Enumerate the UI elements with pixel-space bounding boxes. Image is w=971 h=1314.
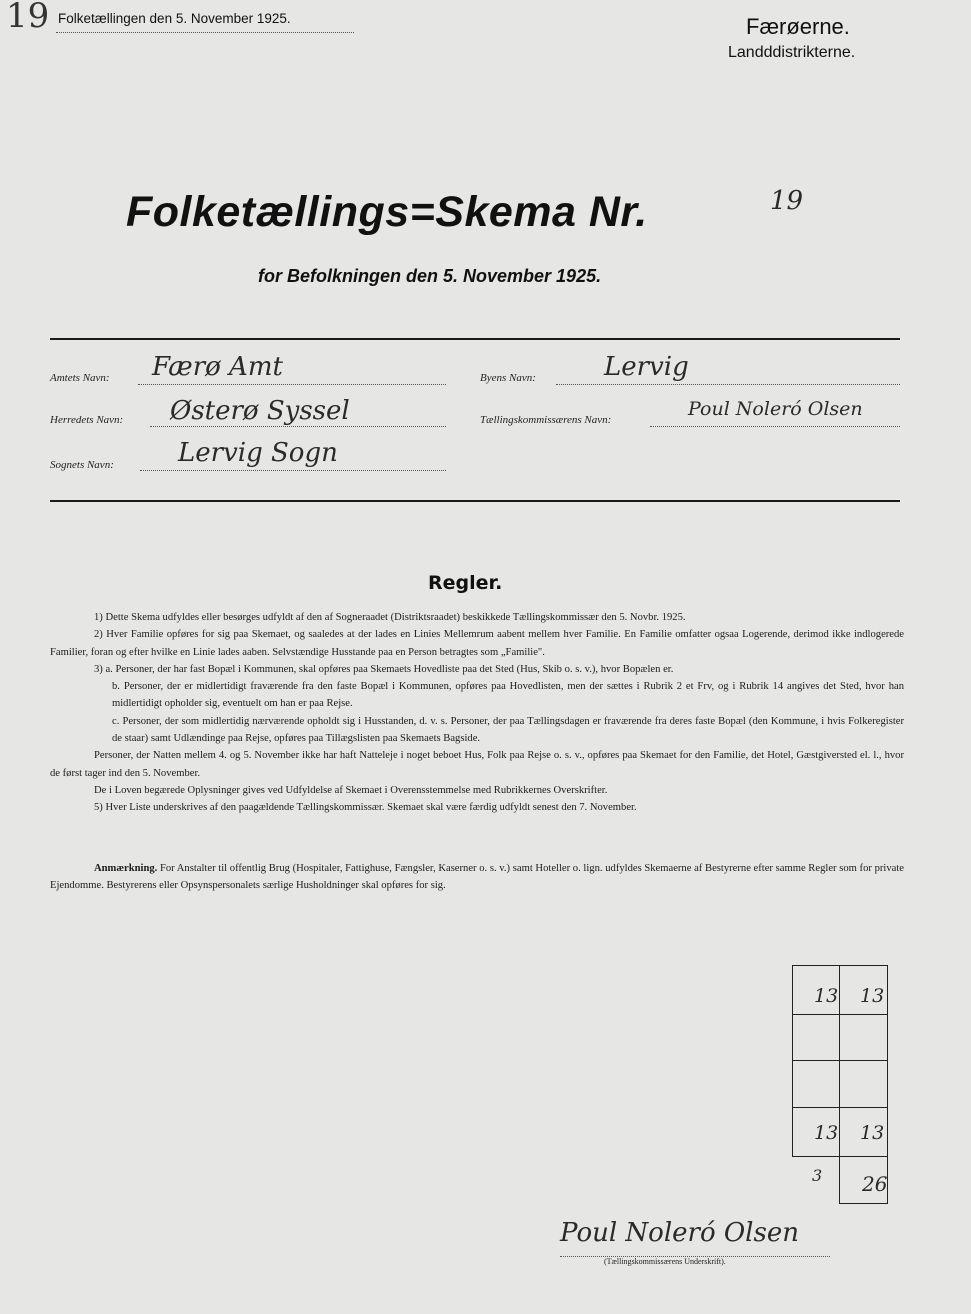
amt-dotline — [138, 384, 446, 385]
tally-total-left: 3 — [812, 1166, 823, 1185]
signature-caption: (Tællingskommissærens Underskrift). — [604, 1257, 726, 1266]
rule-5: 5) Hver Liste underskrives af den paagældende Tællingskommissær. Skemaet skal være færdig udfyldt senest den 7. November. — [94, 802, 637, 814]
rules-heading: Regler. — [428, 572, 503, 594]
rule-3d: Personer, der Natten mellem 4. og 5. November ikke har haft Natteleje i noget beboet Hus, Folk paa Rejse o. s. v., opføres paa Skemaet for den Familie, det Hotel, Gæstgiversted el. l., hvor de først tager ind den 5. November. — [50, 750, 904, 779]
kommissaer-label: Tællingskommissærens Navn: — [480, 414, 612, 426]
herred-dotline — [150, 426, 446, 427]
form-subtitle: for Befolkningen den 5. November 1925. — [258, 266, 602, 286]
form-title: Folketællings=Skema Nr. — [126, 188, 648, 236]
tally-r1-c1: 13 — [814, 985, 839, 1007]
rule-2: 2) Hver Familie opføres for sig paa Skemaet, og saaledes at der lades en Linies Mellemrum aabent mellem hver Familie. En Familie omfatter ogsaa Logerende, derimod ikke indlogerede Familier, foran og efter hvilke en Linie lades aaben. Selvstændige Husstande paa en Person betragtes som „Familie". — [50, 629, 904, 658]
rule-3c: c. Personer, der som midlertidig nærværende opholdt sig i Husstanden, d. v. s. Personer, der paa Tællingsdagen er fraværende fra deres faste Bopæl (den Kommune, i hvis Folkeregister de staar) samt Udlændinge paa Rejse, opføres paa Tillægslisten paa Skemaets Bagside. — [112, 715, 904, 745]
tally-r1-c2: 13 — [860, 985, 885, 1007]
kommissaer-dotline — [650, 426, 900, 427]
tally-r4-c1: 13 — [814, 1122, 839, 1144]
amt-label: Amtets Navn: — [50, 372, 110, 384]
region-label: Færøerne. — [746, 14, 850, 39]
sogn-value: Lervig Sogn — [178, 438, 338, 468]
top-rule — [50, 338, 900, 340]
rules-body — [50, 609, 904, 817]
sogn-dotline — [140, 470, 446, 471]
note-text: For Anstalter til offentlig Brug (Hospitaler, Fattighuse, Fængsler, Kaserner o. s. v.) samt Hoteller o. lign. udfyldes Skemaerne af Bestyrerne efter samme Regler som for private Ejendomme. Bestyrerens eller Opsynspersonalets særlige Husholdninger skal opføres for sig. — [50, 863, 904, 892]
rule-4: De i Loven begærede Oplysninger gives ved Udfyldelse af Skemaet i Overensstemmelse med Rubrikkernes Overskrifter. — [94, 784, 608, 796]
herred-label: Herredets Navn: — [50, 414, 124, 426]
tally-total-right: 26 — [862, 1172, 888, 1196]
margin-number: 19 — [6, 0, 50, 36]
by-value: Lervig — [604, 352, 689, 382]
note-block — [50, 860, 904, 895]
rule-1: 1) Dette Skema udfyldes eller besørges udfyldt af den af Sogneraadet (Distriktsraadet) beskikkede Tællingskommissær den 5. Novbr. 1925. — [94, 612, 686, 623]
district-label: Landddistrikterne. — [728, 44, 856, 61]
rule-3b: b. Personer, der er midlertidigt fraværende fra den faste Bopæl i Kommunen, opføres paa Hovedlisten, men der sættes i Rubrik 2 et Frv, og i Rubrik 14 angives det Sted, hvor han midlertidigt opholder sig, eventuelt om han er paa Rejse. — [112, 681, 904, 710]
signature-value: Poul Noleró Olsen — [560, 1218, 799, 1248]
form-number: 19 — [770, 186, 804, 216]
by-label: Byens Navn: — [480, 372, 536, 384]
kommissaer-value: Poul Noleró Olsen — [688, 398, 863, 420]
rule-3a: 3) a. Personer, der har fast Bopæl i Kommunen, skal opføres paa Skemaets Hovedliste paa det Sted (Hus, Skib o. s. v.), hvor Bopælen er. — [94, 663, 674, 675]
sogn-label: Sognets Navn: — [50, 459, 114, 471]
tally-r4-c2: 13 — [860, 1122, 885, 1144]
fields-bottom-rule — [50, 500, 900, 502]
amt-value: Færø Amt — [152, 352, 283, 382]
herred-value: Østerø Syssel — [170, 396, 350, 426]
census-date-line: Folketællingen den 5. November 1925. — [58, 11, 291, 26]
header-underline — [56, 32, 354, 33]
by-dotline — [556, 384, 900, 385]
note-label: Anmærkning. — [94, 863, 158, 874]
